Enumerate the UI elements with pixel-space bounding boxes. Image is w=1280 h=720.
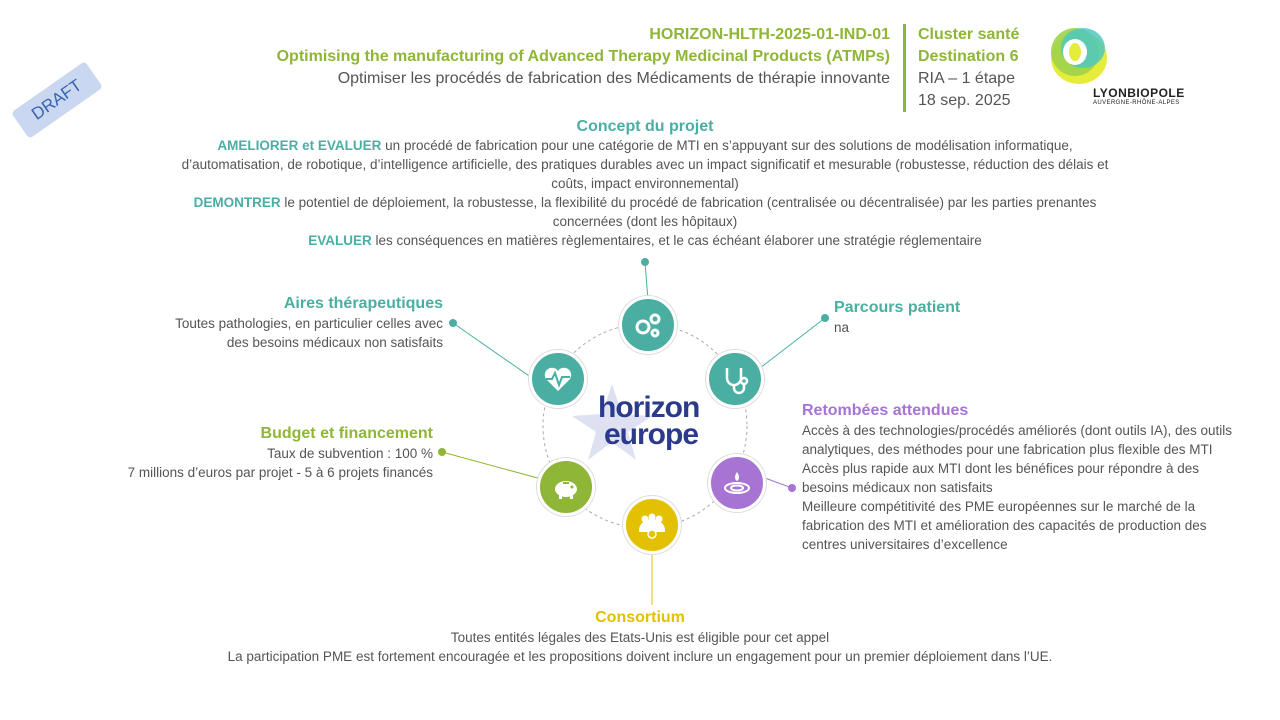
retombees-section xyxy=(802,401,1232,554)
retombees-dot xyxy=(789,485,796,492)
call-subtitle: Optimiser les procédés de fabrication des Médicaments de thérapie innovante xyxy=(337,70,890,87)
consortium-title: Consortium xyxy=(595,609,685,626)
aires-connector xyxy=(453,323,532,378)
budget-section xyxy=(40,424,433,482)
budget-connector xyxy=(442,452,545,480)
concept-text-1: un procédé de fabrication pour une catégorie de MTI en s’appuyant sur des solutions de modélisation informatique, d’automatisation, de robotique, d’intelligence artificielle, des pratiques durables avec un impact significatif et mesurable (robustesse, réduction des délais et coûts, impact environnemental) xyxy=(181,138,1109,191)
destination-label: Destination 6 xyxy=(918,48,1019,65)
retombees-point-2: Accès plus rapide aux MTI dont les bénéfices pour répondre à des besoins médicaux non satisfaits xyxy=(802,461,1199,495)
people-icon xyxy=(623,496,681,554)
call-title: Optimising the manufacturing of Advanced Therapy Medicinal Products (ATMPs) xyxy=(276,48,890,65)
cluster-label: Cluster santé xyxy=(918,26,1020,43)
logo-tagline: AUVERGNE-RHÔNE-ALPES xyxy=(1093,100,1180,106)
budget-line-1: Taux de subvention : 100 % xyxy=(267,446,433,461)
retombees-connector xyxy=(765,478,792,488)
logo-name: LYONBIOPOLE xyxy=(1093,86,1185,100)
concept-keyword-3: EVALUER xyxy=(308,233,372,248)
concept-dot xyxy=(642,259,649,266)
aires-title: Aires thérapeutiques xyxy=(283,295,443,312)
consortium-line-1: Toutes entités légales des Etats-Unis est éligible pour cet appel xyxy=(450,630,830,645)
concept-text-3: les conséquences en matières règlementaires, et le cas échéant élaborer une stratégie réglementaire xyxy=(371,233,982,248)
parcours-text: na xyxy=(834,320,850,335)
budget-title: Budget et financement xyxy=(260,425,433,442)
parcours-title: Parcours patient xyxy=(834,299,961,316)
call-code: HORIZON-HLTH-2025-01-IND-01 xyxy=(649,26,890,43)
parcours-section xyxy=(834,298,1134,337)
aires-line-2: des besoins médicaux non satisfaits xyxy=(226,335,443,350)
stethoscope-icon xyxy=(706,350,764,408)
logo-line-2: europe xyxy=(604,418,699,451)
concept-connector xyxy=(645,262,648,300)
retombees-title: Retombées attendues xyxy=(802,402,969,419)
concept-text-2: le potentiel de déploiement, la robustesse, la flexibilité du procédé de fabrication (centralisée ou décentralisée) par les parties prenantes concernées (dont les hôpitaux) xyxy=(280,195,1097,229)
aires-dot xyxy=(450,320,457,327)
consortium-line-2: La participation PME est fortement encouragée et les propositions doivent inclure un engagement pour un premier déploiement dans l’UE. xyxy=(227,649,1053,664)
parcours-dot xyxy=(822,315,829,322)
retombees-point-3: Meilleure compétitivité des PME européennes sur le marché de la fabrication des MTI et amélioration des capacités de production des centres universitaires d’excellence xyxy=(802,499,1207,552)
concept-title: Concept du projet xyxy=(576,118,714,135)
heart-pulse-icon xyxy=(529,350,587,408)
draft-badge: DRAFT xyxy=(11,61,103,139)
parcours-connector xyxy=(760,318,825,368)
budget-line-2: 7 millions d’euros par projet - 5 à 6 projets financés xyxy=(127,465,433,480)
budget-dot xyxy=(439,449,446,456)
consortium-section xyxy=(140,608,1140,666)
water-drop-icon xyxy=(708,454,766,512)
deadline-date: 18 sep. 2025 xyxy=(918,92,1011,109)
gears-icon xyxy=(619,296,677,354)
aires-line-1: Toutes pathologies, en particulier celles avec xyxy=(175,316,443,331)
action-type: RIA – 1 étape xyxy=(918,70,1015,87)
horizon-europe-logo xyxy=(598,391,700,451)
piggy-bank-icon xyxy=(537,458,595,516)
concept-keyword-2: DEMONTRER xyxy=(193,195,281,210)
logo-line-1: horizon xyxy=(598,391,700,424)
concept-keyword-1: AMELIORER et EVALUER xyxy=(217,138,382,153)
aires-section xyxy=(110,294,443,352)
retombees-point-1: Accès à des technologies/procédés améliorés (dont outils IA), des outils analytiques, des méthodes pour une fabrication plus flexible des MTI xyxy=(802,423,1232,457)
